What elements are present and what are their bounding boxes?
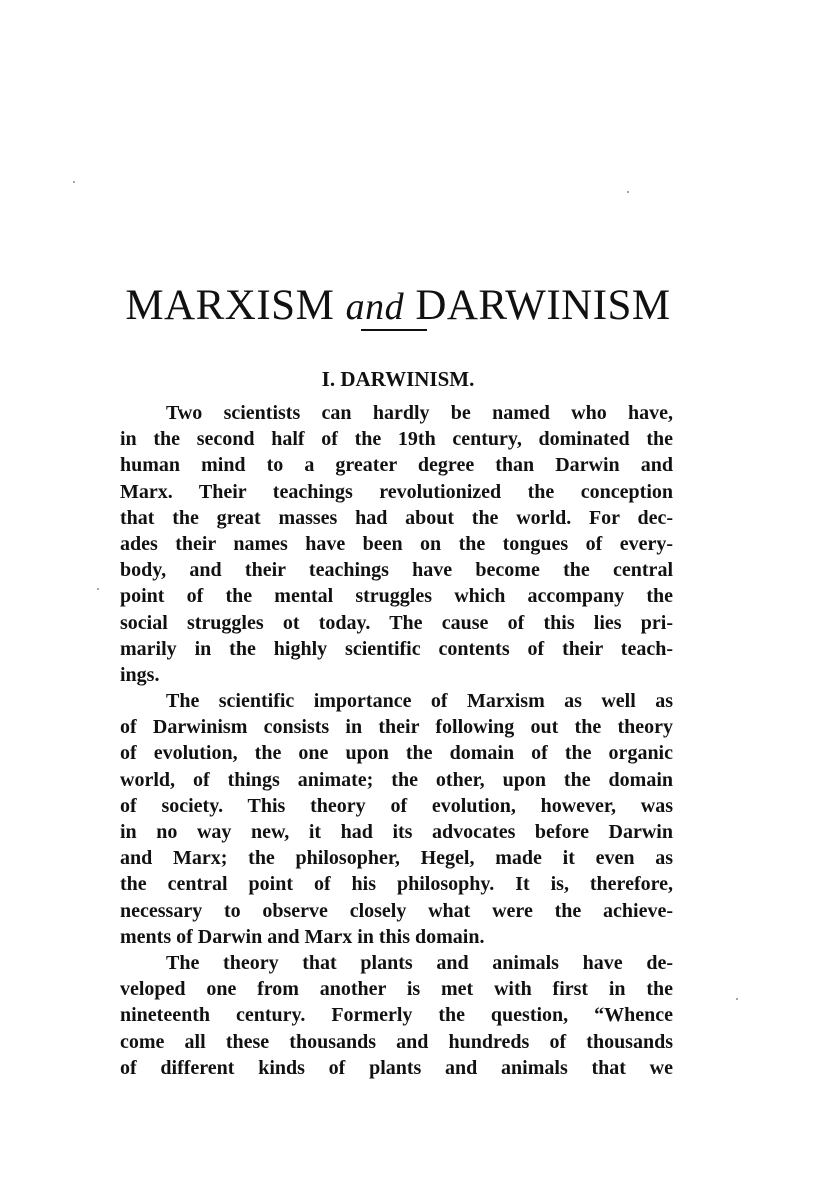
scan-speck	[736, 998, 738, 1000]
text-line: of different kinds of plants and animals that we	[120, 1056, 673, 1079]
text-line: in the second half of the 19th century, dominated the	[120, 428, 673, 451]
text-line: ades their names have been on the tongues of every-	[120, 532, 673, 555]
section-heading: I. DARWINISM.	[321, 367, 475, 391]
body-text	[120, 400, 673, 1081]
page-title	[0, 278, 796, 335]
text-line: and Marx; the philosopher, Hegel, made it even as	[120, 847, 673, 870]
title-part-1: MARXISM	[125, 281, 335, 329]
text-line: nineteenth century. Formerly the question, “Whence	[120, 1004, 673, 1027]
text-line: come all these thousands and hundreds of thousands	[120, 1030, 673, 1053]
text-line: The scientific importance of Marxism as well as	[166, 690, 673, 713]
scan-speck	[627, 191, 629, 193]
text-line: of Darwinism consists in their following out the theory	[120, 716, 673, 739]
text-line: point of the mental struggles which accompany the	[120, 585, 673, 608]
text-line: marily in the highly scientific contents of their teach-	[120, 637, 673, 660]
text-line: that the great masses had about the world. For dec-	[120, 506, 673, 529]
text-line: necessary to observe closely what were the achieve-	[120, 899, 673, 922]
scan-speck	[97, 588, 99, 590]
text-line: the central point of his philosophy. It is, therefore,	[120, 873, 673, 896]
scan-speck	[73, 181, 75, 183]
title-conjunction: and	[345, 285, 405, 328]
text-line: Two scientists can hardly be named who have,	[166, 402, 673, 424]
text-line: of evolution, the one upon the domain of the organic	[120, 742, 673, 765]
text-line: veloped one from another is met with first in the	[120, 978, 673, 1001]
title-divider	[361, 329, 427, 331]
text-line: human mind to a greater degree than Darwin and	[120, 454, 673, 477]
title-part-2: DARWINISM	[415, 281, 671, 329]
text-line: of society. This theory of evolution, however, was	[120, 794, 673, 817]
text-line: in no way new, it had its advocates before Darwin	[120, 821, 673, 843]
text-line: ings.	[120, 663, 160, 686]
text-line: ments of Darwin and Marx in this domain.	[120, 925, 485, 948]
text-line: Marx. Their teachings revolutionized the conception	[120, 480, 673, 503]
text-line: social struggles ot today. The cause of this lies pri-	[120, 611, 673, 634]
text-line: world, of things animate; the other, upon the domain	[120, 768, 673, 791]
text-line: body, and their teachings have become the central	[120, 559, 673, 582]
text-line: The theory that plants and animals have de-	[166, 951, 673, 974]
